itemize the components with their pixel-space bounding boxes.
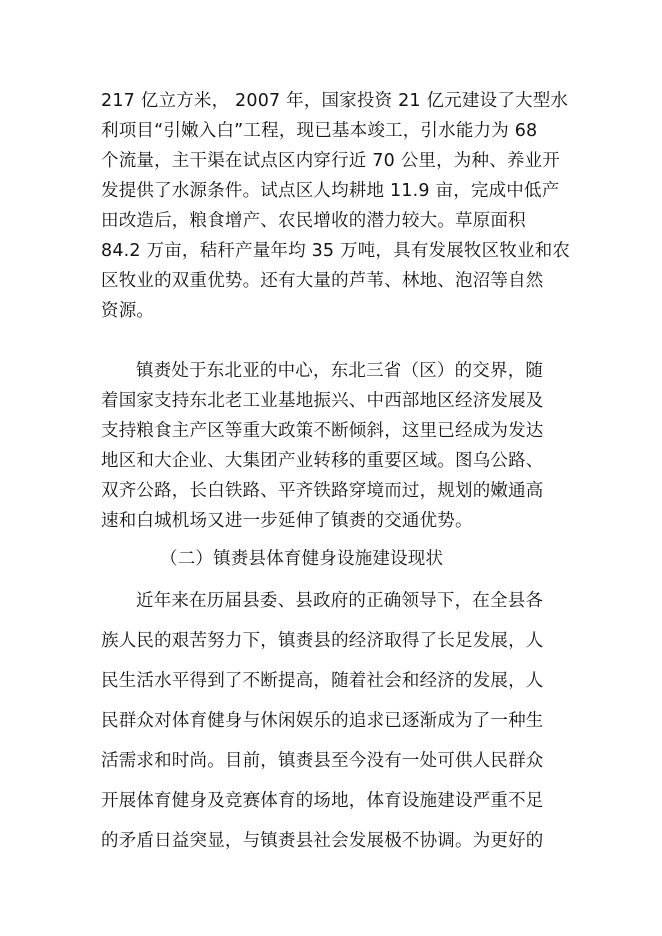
text-line: 双齐公路，长白铁路、平齐铁路穿境而过，规划的嫩通高	[101, 481, 544, 501]
text-line: 发提供了水源条件。试点区人均耕地 11.9 亩，完成中低产	[101, 181, 560, 201]
text-line: 地区和大企业、大集团产业转移的重要区域。图乌公路、	[101, 451, 544, 471]
text-line: 资源。	[101, 301, 155, 321]
text-line: 84.2 万亩，秸秆产量年均 35 万吨，具有发展牧区牧业和农	[101, 241, 571, 261]
text-line: 速和白城机场又进一步延伸了镇赉的交通优势。	[101, 511, 473, 531]
text-line: 支持粮食主产区等重大政策不断倾斜，这里已经成为发达	[101, 421, 544, 441]
text-line: 开展体育健身及竞赛体育的场地，体育设施建设严重不足	[101, 791, 544, 811]
text-line: 活需求和时尚。目前，镇赉县至今没有一处可供人民群众	[101, 751, 544, 771]
section-heading: （二）镇赉县体育健身设施建设现状	[160, 549, 444, 569]
text-line: 217 亿立方米， 2007 年，国家投资 21 亿元建设了大型水	[101, 91, 569, 111]
text-line: 的矛盾日益突显，与镇赉县社会发展极不协调。为更好的	[101, 831, 544, 851]
text-line: 田改造后，粮食增产、农民增收的潜力较大。草原面积	[101, 211, 526, 231]
text-line: 着国家支持东北老工业基地振兴、中西部地区经济发展及	[101, 391, 544, 411]
paragraph-first-line: 近年来在历届县委、县政府的正确领导下，在全县各	[136, 591, 544, 611]
text-line: 族人民的艰苦努力下，镇赉县的经济取得了长足发展，人	[101, 631, 544, 651]
text-line: 区牧业的双重优势。还有大量的芦苇、林地、泡沼等自然	[101, 271, 544, 291]
text-line: 民群众对体育健身与休闲娱乐的追求已逐渐成为了一种生	[101, 711, 544, 731]
text-line: 个流量，主干渠在试点区内穿行近 70 公里，为种、养业开	[101, 151, 560, 171]
text-line: 民生活水平得到了不断提高，随着社会和经济的发展，人	[101, 671, 544, 691]
paragraph-first-line: 镇赉处于东北亚的中心，东北三省（区）的交界，随	[136, 361, 544, 381]
text-line: 利项目“引嫩入白”工程，现已基本竣工，引水能力为 68	[101, 121, 538, 141]
